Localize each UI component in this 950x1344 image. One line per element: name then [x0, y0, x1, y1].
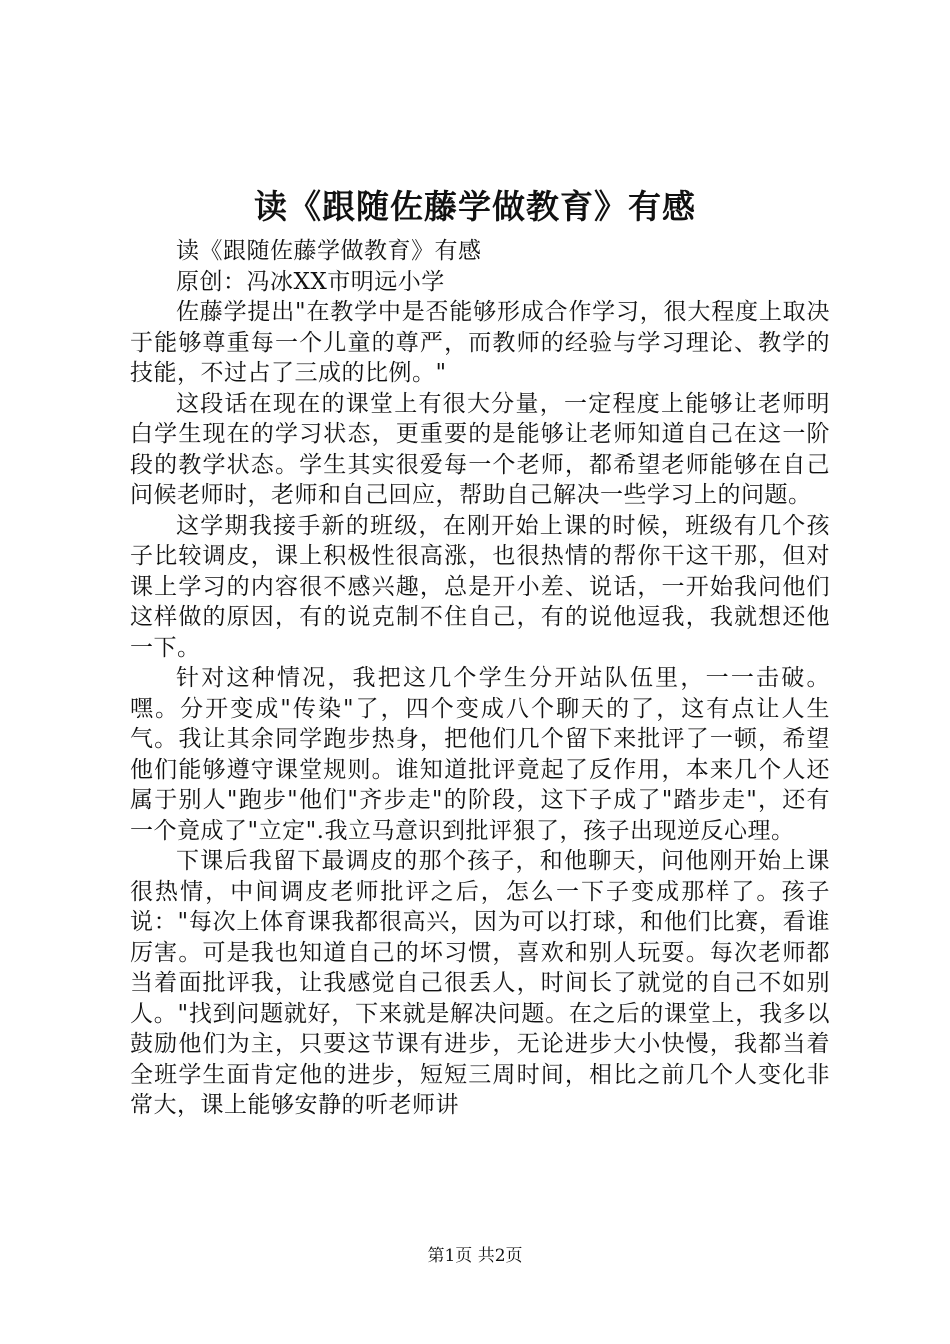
document-body [130, 236, 830, 1121]
document-title: 读《跟随佐藤学做教育》有感 [254, 187, 696, 226]
paragraph-body: 下课后我留下最调皮的那个孩子，和他聊天，问他刚开始上课很热情，中间调皮老师批评之后，怎么一下子变成那样了。孩子说："每次上体育课我都很高兴，因为可以打球，和他们比赛，看谁厉害。可是我也知道自己的坏习惯，喜欢和别人玩耍。每次老师都当着面批评我，让我感觉自己很丢人，时间长了就觉的自己不如别人。"找到问题就好，下来就是解决问题。在之后的课堂上，我多以鼓励他们为主，只要这节课有进步，无论进步大小快慢，我都当着全班学生面肯定他的进步，短短三周时间，相比之前几个人变化非常大，课上能够安静的听老师讲 [130, 848, 830, 1118]
paragraph-subtitle: 读《跟随佐藤学做教育》有感 [176, 238, 482, 264]
page-footer: 第1页 共2页 [427, 1246, 523, 1266]
paragraph-author: 原创：冯冰XX市明远小学 [176, 268, 445, 295]
paragraph-body: 针对这种情况，我把这几个学生分开站队伍里，一一击破。嘿。分开变成"传染"了，四个变成八个聊天的了，这有点让人生气。我让其余同学跑步热身，把他们几个留下来批评了一顿，希望他们能够遵守课堂规则。谁知道批评竟起了反作用，本来几个人还属于别人"跑步"他们"齐步走"的阶段，这下子成了"踏步走"，还有一个竟成了"立定".我立马意识到批评狠了，孩子出现逆反心理。 [130, 665, 830, 844]
paragraph-body: 这段话在现在的课堂上有很大分量，一定程度上能够让老师明白学生现在的学习状态，更重要的是能够让老师知道自己在这一阶段的教学状态。学生其实很爱每一个老师，都希望老师能够在自己问候老师时，老师和自己回应，帮助自己解决一些学习上的问题。 [130, 390, 830, 508]
paragraph-body: 这学期我接手新的班级，在刚开始上课的时候，班级有几个孩子比较调皮，课上积极性很高涨，也很热情的帮你干这干那，但对课上学习的内容很不感兴趣，总是开小差、说话，一开始我问他们这样做的原因，有的说克制不住自己，有的说他逗我，我就想还他一下。 [130, 512, 830, 661]
paragraph-quote: 佐藤学提出"在教学中是否能够形成合作学习，很大程度上取决于能够尊重每一个儿童的尊严，而教师的经验与学习理论、教学的技能，不过占了三成的比例。" [130, 299, 830, 386]
